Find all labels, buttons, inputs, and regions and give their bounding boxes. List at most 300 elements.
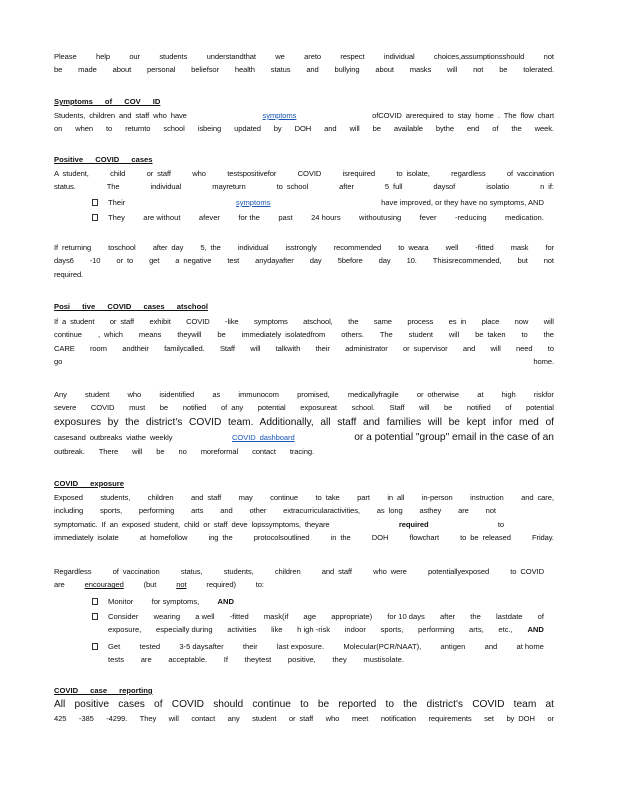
word: symptoms [253, 317, 288, 326]
word: or staff [288, 714, 314, 723]
word: lastdate [495, 612, 523, 621]
word: Friday. [532, 533, 554, 543]
school-cases-heading: Posi tive COVID cases atschool [54, 302, 208, 311]
word: notified [466, 403, 491, 413]
word: especially during [156, 625, 213, 634]
exposure-bullet-2-line-1 [108, 610, 544, 623]
exposure-bullet-3 [92, 640, 544, 668]
exposure-paragraph [54, 491, 554, 545]
word: be [156, 446, 165, 456]
word: at [477, 390, 484, 399]
word: tested [139, 642, 161, 651]
word: other [249, 506, 267, 516]
word: es in [448, 317, 467, 326]
word: tolerated. [523, 65, 554, 75]
word: be [54, 65, 63, 75]
word: may [238, 493, 253, 502]
reporting-line-1: All positive cases of COVID should continue to be reported to the district's COVID team at [54, 699, 554, 710]
word: isidentified [159, 390, 195, 399]
word: place [481, 317, 500, 326]
reporting-heading: COVID case reporting [54, 686, 153, 695]
word: in the [330, 533, 351, 543]
word: potentiallyexposed [427, 567, 490, 576]
positive-bullet-1 [92, 196, 544, 210]
word: available [393, 124, 423, 134]
word: not [543, 256, 554, 266]
immuno-line-2 [54, 401, 554, 414]
word: and [324, 124, 337, 134]
word: medication. [505, 213, 544, 222]
positive-bullet-2-text [108, 211, 544, 224]
word: not [485, 506, 496, 516]
immuno-line-5 [54, 445, 554, 458]
immuno-line-3: exposures by the district's COVID team. Additionally, all staff and families will be kept infor med of [54, 416, 554, 428]
word: of vaccination [506, 169, 554, 178]
word: week. [534, 124, 554, 134]
word: A student, [54, 169, 89, 178]
word: room [90, 343, 107, 353]
checkbox-bullet-icon [92, 214, 98, 221]
word: exposure, [108, 625, 142, 634]
word: and staff [321, 567, 352, 576]
word: a negative [175, 256, 212, 266]
word: Molecular(PCR/NAAT), [343, 642, 422, 651]
word: -385 [78, 714, 94, 723]
word: appropriate) [331, 612, 373, 621]
regardless-line-2-c: (but [143, 580, 157, 590]
word: their [315, 343, 330, 353]
word: but [517, 256, 528, 266]
word: extracurricularactivities, [283, 506, 360, 516]
word: their [242, 642, 258, 651]
exposure-regardless-paragraph [54, 565, 554, 592]
word: we [275, 52, 285, 61]
positive-return-line-3: required. [54, 269, 84, 279]
intro-paragraph [54, 50, 554, 77]
word: for [545, 243, 554, 252]
word: choices,assumptionsshould [433, 52, 525, 61]
word: days6 [54, 256, 74, 266]
word: be [499, 65, 508, 75]
word: after day [152, 243, 184, 252]
school-line-2 [54, 328, 554, 341]
word: and [484, 642, 498, 651]
exposure-required: required [398, 519, 429, 529]
word: be taken [475, 330, 506, 340]
word: Get [108, 642, 121, 651]
word: school [163, 124, 185, 134]
word: sports, [380, 625, 404, 634]
word: bullying [334, 65, 360, 75]
word: mayreturn [212, 182, 246, 192]
word: recommended [333, 243, 382, 252]
word: , which [97, 330, 123, 340]
word: student [252, 714, 277, 723]
symptoms-heading: Symptoms of COV ID [54, 97, 161, 106]
word: or staff [146, 169, 171, 178]
word: -reducing [454, 213, 487, 222]
regardless-line-2-b: encouraged [84, 580, 124, 590]
word: will [168, 714, 179, 723]
word: to weara [398, 243, 429, 252]
intro-line-1 [54, 50, 554, 63]
word: after [339, 182, 354, 192]
positive-symptoms-link[interactable]: symptoms [235, 198, 271, 207]
word: asthey [419, 506, 442, 516]
word: age [303, 612, 317, 621]
word: part [357, 493, 370, 502]
word: status [270, 65, 291, 75]
word: our [129, 52, 140, 61]
word: immediately isolatedfrom [241, 330, 326, 340]
word: theywill [177, 330, 202, 340]
word: who [325, 714, 340, 723]
word: in-person [421, 493, 453, 502]
word: tracing. [289, 446, 314, 456]
word: of [492, 124, 499, 134]
word: when [75, 124, 93, 134]
word: the [543, 330, 554, 340]
word: set [484, 714, 494, 723]
positive-line-2 [54, 180, 554, 193]
word: daysof [433, 182, 456, 192]
exposure-bullet-1 [92, 595, 544, 609]
symptoms-line-1-pre: Students, children and staff who have [54, 111, 187, 120]
word: student [85, 390, 110, 399]
positive-line-1 [54, 167, 554, 180]
word: students, [100, 493, 131, 502]
covid-dashboard-link[interactable]: COVID dashboard [232, 432, 295, 442]
word: notified [182, 403, 207, 413]
word: AND [217, 597, 234, 606]
word: immunocom [238, 390, 279, 399]
positive-cases-paragraph [54, 167, 554, 194]
word: not [473, 65, 484, 75]
word: the [470, 612, 481, 621]
regardless-line-1 [54, 565, 554, 578]
word: like [271, 625, 283, 634]
school-line-4: go home. [54, 357, 554, 367]
checkbox-bullet-icon [92, 643, 98, 650]
word: of [505, 403, 512, 413]
word: They [139, 714, 157, 723]
word: mask(if [263, 612, 289, 621]
word: get [149, 256, 160, 266]
word: day [378, 256, 391, 266]
word: be [443, 403, 453, 413]
positive-return-line-1 [54, 241, 554, 254]
word: be [159, 403, 169, 413]
word: returnto [125, 124, 151, 134]
word: There [98, 446, 119, 456]
word: to school [276, 182, 309, 192]
word: Thisisrecommended, [432, 256, 502, 266]
word: updated [234, 124, 261, 134]
word: the [511, 124, 522, 134]
word: acceptable. [168, 655, 208, 664]
word: 5 full [384, 182, 403, 192]
positive-cases-heading: Positive COVID cases [54, 155, 153, 164]
word: respect [340, 52, 365, 61]
word: for symptoms, [151, 597, 200, 606]
exposure-bullet-2-line-2 [108, 623, 544, 636]
word: are without [143, 213, 181, 222]
word: AND [527, 625, 544, 634]
word: the [348, 317, 359, 326]
word: flowchart [409, 533, 439, 543]
word: made [78, 65, 97, 75]
positive-bullet-2 [92, 211, 544, 225]
word: exhibit [149, 317, 171, 326]
word: severe [54, 403, 77, 413]
word: others. [341, 330, 364, 340]
word: wearing [153, 612, 181, 621]
intro-line-2 [54, 63, 554, 76]
word: Consider [108, 612, 139, 621]
word: -4299. [106, 714, 128, 723]
exposure-bullet-1-text [108, 595, 234, 608]
word: will [349, 124, 360, 134]
exposure-heading: COVID exposure [54, 479, 124, 488]
immuno-line-4-pre: casesand outbreaks viathe weekly [54, 432, 173, 442]
word: afever [198, 213, 220, 222]
word: h igh -risk [297, 625, 331, 634]
word: mustisolate. [363, 655, 404, 664]
word: by DOH [506, 714, 535, 723]
word: of any [221, 403, 244, 413]
word: CARE [54, 343, 75, 353]
word: or otherwise [416, 390, 459, 399]
exposure-line-1 [54, 491, 554, 504]
word: individual [237, 243, 269, 252]
regardless-line-2 [54, 578, 554, 591]
word: will [447, 65, 458, 75]
reporting-paragraph [54, 697, 554, 725]
word: no [178, 446, 187, 456]
word: The [379, 330, 393, 340]
word: who [192, 169, 206, 178]
word: help [95, 52, 110, 61]
symptoms-paragraph [54, 109, 554, 136]
word: of vaccination [112, 567, 160, 576]
positive-return-paragraph [54, 241, 554, 281]
word: individual [150, 182, 182, 192]
exposure-line-3 [54, 518, 554, 531]
word: isrequired [342, 169, 375, 178]
word: must [129, 403, 146, 413]
school-cases-paragraph [54, 315, 554, 369]
word: COVID [90, 403, 115, 413]
word: isbeing [197, 124, 222, 134]
regardless-line-2-d: not [176, 580, 187, 590]
word: indoor [344, 625, 366, 634]
word: masks [409, 65, 432, 75]
word: isstrongly [285, 243, 317, 252]
word: are [458, 506, 469, 516]
word: for the [238, 213, 260, 222]
school-line-1 [54, 315, 554, 328]
word: areto [304, 52, 321, 61]
word: withoutusing [359, 213, 402, 222]
word: mask [510, 243, 529, 252]
symptoms-link[interactable]: symptoms [262, 111, 297, 120]
word: theytest [244, 655, 272, 664]
word: 3-5 daysafter [179, 642, 224, 651]
word: testspositivefor [227, 169, 277, 178]
word: DOH [371, 533, 389, 543]
word: isolatio [486, 182, 510, 192]
exposure-line-3-pre: symptomatic. If an exposed student, child or staff deve lopssymptoms, theyare [54, 519, 330, 529]
word: etc., [498, 625, 513, 634]
word: as long [376, 506, 403, 516]
word: potential [526, 403, 554, 413]
word: -fitted [229, 612, 249, 621]
word: potential [257, 403, 286, 413]
word: notification [380, 714, 416, 723]
word: will [250, 343, 261, 353]
word: promised, [297, 390, 330, 399]
word: activities [227, 625, 257, 634]
word: be [217, 330, 226, 340]
word: regardless [451, 169, 486, 178]
exposure-line-2 [54, 504, 554, 517]
word: or to [116, 256, 134, 266]
word: riskfor [533, 390, 554, 399]
word: to take [315, 493, 340, 502]
word: who were [373, 567, 407, 576]
positive-bullet-1-text [108, 196, 544, 209]
word: Staff [389, 403, 405, 413]
word: school. [351, 403, 375, 413]
immuno-line-4 [54, 430, 554, 445]
word: positive, [287, 655, 316, 664]
word: tests [108, 655, 125, 664]
word: Any [54, 390, 67, 399]
positive-bullet-1-pre: Their [108, 198, 126, 207]
exposure-line-3-post: to [497, 519, 504, 529]
word: andtheir [122, 343, 149, 353]
word: a well [195, 612, 215, 621]
immuno-line-4-post: or a potential "group" email in the case of an [354, 431, 554, 443]
word: day [309, 256, 322, 266]
word: as [212, 390, 221, 399]
word: will [543, 317, 554, 326]
word: for 10 days [387, 612, 425, 621]
word: moreformal [200, 446, 239, 456]
exposure-bullet-3-line-2 [108, 653, 404, 666]
word: are [140, 655, 152, 664]
word: contact [191, 714, 216, 723]
word: at home [516, 642, 544, 651]
word: Please [54, 52, 77, 61]
word: COVID [297, 169, 322, 178]
reporting-line-2 [54, 712, 554, 725]
word: at homefollow [139, 533, 188, 543]
checkbox-bullet-icon [92, 199, 98, 206]
word: Staff [219, 343, 235, 353]
word: be [372, 124, 381, 134]
word: COVID [186, 317, 210, 326]
word: atschool, [303, 317, 333, 326]
word: child [110, 169, 126, 178]
exposure-bullet-2 [92, 610, 544, 638]
word: 5before [337, 256, 363, 266]
word: or supervisor [402, 343, 448, 353]
word: to COVID [510, 567, 544, 576]
word: students [159, 52, 188, 61]
word: performing [138, 506, 175, 516]
word: requirements [428, 714, 472, 723]
symptoms-line-1-post: ofCOVID arerequired to stay home . The flow chart [372, 111, 554, 120]
word: and staff [191, 493, 222, 502]
word: in all [387, 493, 405, 502]
symptoms-line-2 [54, 122, 554, 135]
word: 5, the [200, 243, 221, 252]
word: means [138, 330, 162, 340]
positive-bullet-1-post: have improved, or they have no symptoms, AND [381, 198, 544, 207]
word: -10 [89, 256, 101, 266]
word: same [373, 317, 392, 326]
immuno-line-1 [54, 388, 554, 401]
word: process [407, 317, 434, 326]
word: or [547, 714, 554, 723]
word: administrator [345, 343, 388, 353]
word: of [537, 612, 544, 621]
word: Exposed [54, 493, 83, 502]
word: about [112, 65, 132, 75]
word: toschool [108, 243, 136, 252]
word: protocolsoutlined [253, 533, 310, 543]
word: sports, [99, 506, 123, 516]
word: arts [191, 506, 204, 516]
word: after [439, 612, 456, 621]
word: not [543, 52, 554, 61]
word: including [54, 506, 84, 516]
word: Regardless [54, 567, 92, 576]
word: need [515, 343, 533, 353]
word: any [227, 714, 240, 723]
word: last exposure. [276, 642, 325, 651]
word: exposureat [300, 403, 337, 413]
word: who [127, 390, 142, 399]
word: to isolate, [396, 169, 430, 178]
word: outbreak. [54, 446, 85, 456]
school-line-3 [54, 342, 554, 355]
word: individual [383, 52, 415, 61]
word: well [445, 243, 459, 252]
word: test [227, 256, 240, 266]
word: -like [225, 317, 239, 326]
word: will [132, 446, 143, 456]
word: They [108, 213, 125, 222]
word: If returning [54, 243, 92, 252]
symptoms-line-1 [54, 109, 554, 122]
word: The [106, 182, 120, 192]
word: -fitted [475, 243, 494, 252]
word: students, [223, 567, 254, 576]
word: to be released [460, 533, 511, 543]
word: past [278, 213, 293, 222]
word: by [273, 124, 282, 134]
word: meet [351, 714, 369, 723]
word: now [514, 317, 529, 326]
regardless-line-2-e: required) [206, 580, 236, 590]
word: antigen [440, 642, 466, 651]
word: to [521, 330, 528, 340]
word: will [419, 403, 430, 413]
word: health [234, 65, 255, 75]
regardless-line-2-a: are [54, 580, 65, 590]
